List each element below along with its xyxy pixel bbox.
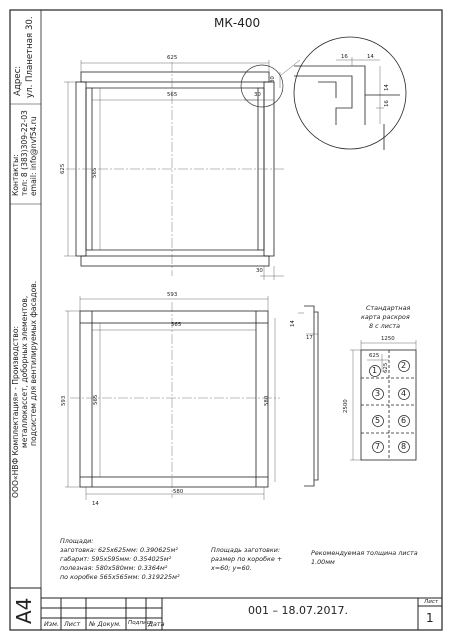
contacts-email: email: info@nvf54.ru: [29, 116, 38, 196]
sheet-label: Лист: [424, 599, 439, 605]
layout-caption-1: Стандартная: [366, 304, 411, 312]
col-list: Лист: [64, 620, 81, 628]
blank-area-2: размер по коробке +: [211, 555, 283, 563]
layout-caption-3: 8 с листа: [369, 322, 401, 330]
col-sign: Подпись: [128, 620, 154, 626]
blank-area-3: x=60; y=60.: [211, 564, 252, 572]
drawing-title: МК-400: [214, 16, 261, 30]
contacts-phone: тел: 8 (383)309-22-03: [20, 110, 29, 196]
layout-cell-1: 1: [372, 366, 378, 375]
company-line1: ООО«НВФ Комплектация» - Производство:: [11, 325, 20, 498]
area-useful: полезная: 580х580мм: 0.3364м²: [60, 564, 168, 572]
layout-dim-cell-h: 625: [383, 362, 389, 373]
dim-profile-17: 17: [306, 335, 313, 341]
layout-cell-6: 6: [401, 416, 407, 425]
dim-top-inner-height: 565: [92, 167, 98, 178]
doc-number: 001 – 18.07.2017.: [248, 604, 348, 617]
layout-dim-height: 2500: [343, 399, 349, 413]
area-blank: заготовка: 625х625мм: 0.390625м²: [60, 546, 178, 554]
layout-cell-4: 4: [401, 389, 407, 398]
area-by-box: по коробке 565х565мм: 0.319225м²: [60, 573, 180, 581]
detail-dim-14a: 14: [367, 54, 374, 60]
address-label: Адрес:: [13, 65, 23, 96]
col-izm: Изм.: [44, 620, 60, 628]
thickness-1: Рекомендуемая толщина листа: [311, 549, 418, 557]
detail-dim-14b: 14: [384, 84, 390, 91]
detail-dim-16b: 16: [384, 100, 390, 107]
company-line2: металлокассет, доборных элементов,: [20, 295, 29, 448]
layout-cell-3: 3: [375, 389, 381, 398]
detail-dimensions: [336, 57, 384, 124]
detail-dim-16a: 16: [341, 54, 348, 60]
detail-leader: [280, 60, 300, 76]
area-gabarit: габарит: 595х595мм: 0.354025м²: [60, 555, 172, 563]
address-value: ул. Планетная 30.: [25, 16, 35, 98]
dim-top-flange-bottom: 30: [256, 268, 263, 274]
detail-circle: [294, 37, 406, 149]
company-line3: подсистем для вентилируемых фасадов.: [29, 280, 38, 446]
layout-cell-7: 7: [375, 442, 381, 451]
dim-bottom-outer-width: 593: [167, 292, 178, 298]
layout-cell-5: 5: [375, 416, 381, 425]
dim-top-outer-width: 625: [167, 55, 178, 61]
dim-bottom-outer-height: 593: [61, 395, 67, 406]
thickness-2: 1.00мм: [311, 558, 335, 566]
layout-dim-cell-w: 625: [369, 353, 380, 359]
dim-bottom-14: 14: [92, 501, 99, 507]
dim-bottom-right-height: 580: [264, 395, 270, 406]
contacts-label: Контакты:: [11, 154, 20, 196]
blank-area-1: Площадь заготовки:: [211, 546, 281, 554]
areas-title: Площади:: [60, 537, 94, 545]
format-label: А4: [12, 597, 36, 624]
layout-caption-2: карта раскроя: [361, 313, 410, 321]
sheet-number: 1: [426, 611, 434, 625]
detail-marker: [241, 65, 283, 107]
dim-bottom-inner-height: 565: [93, 394, 99, 405]
col-date: Дата: [148, 620, 165, 628]
dim-profile-14: 14: [290, 320, 296, 327]
layout-dim-width: 1250: [381, 336, 395, 342]
dim-top-flange: 30: [254, 92, 261, 98]
dim-top-inner-width: 565: [167, 92, 178, 98]
layout-cell-2: 2: [401, 361, 407, 370]
profile-dims: [298, 313, 318, 334]
dim-top-flange-right: 30: [270, 76, 276, 83]
dim-bottom-inner-width: 565: [171, 322, 182, 328]
dim-bottom-width: 580: [173, 489, 184, 495]
side-profile: [304, 306, 318, 486]
detail-geometry: [294, 66, 400, 150]
bottom-drawing: [80, 311, 268, 487]
layout-cell-8: 8: [401, 442, 407, 451]
bottom-centerlines: [70, 302, 280, 498]
col-doc: № Докум.: [89, 620, 122, 628]
dim-top-outer-height: 625: [60, 163, 66, 174]
